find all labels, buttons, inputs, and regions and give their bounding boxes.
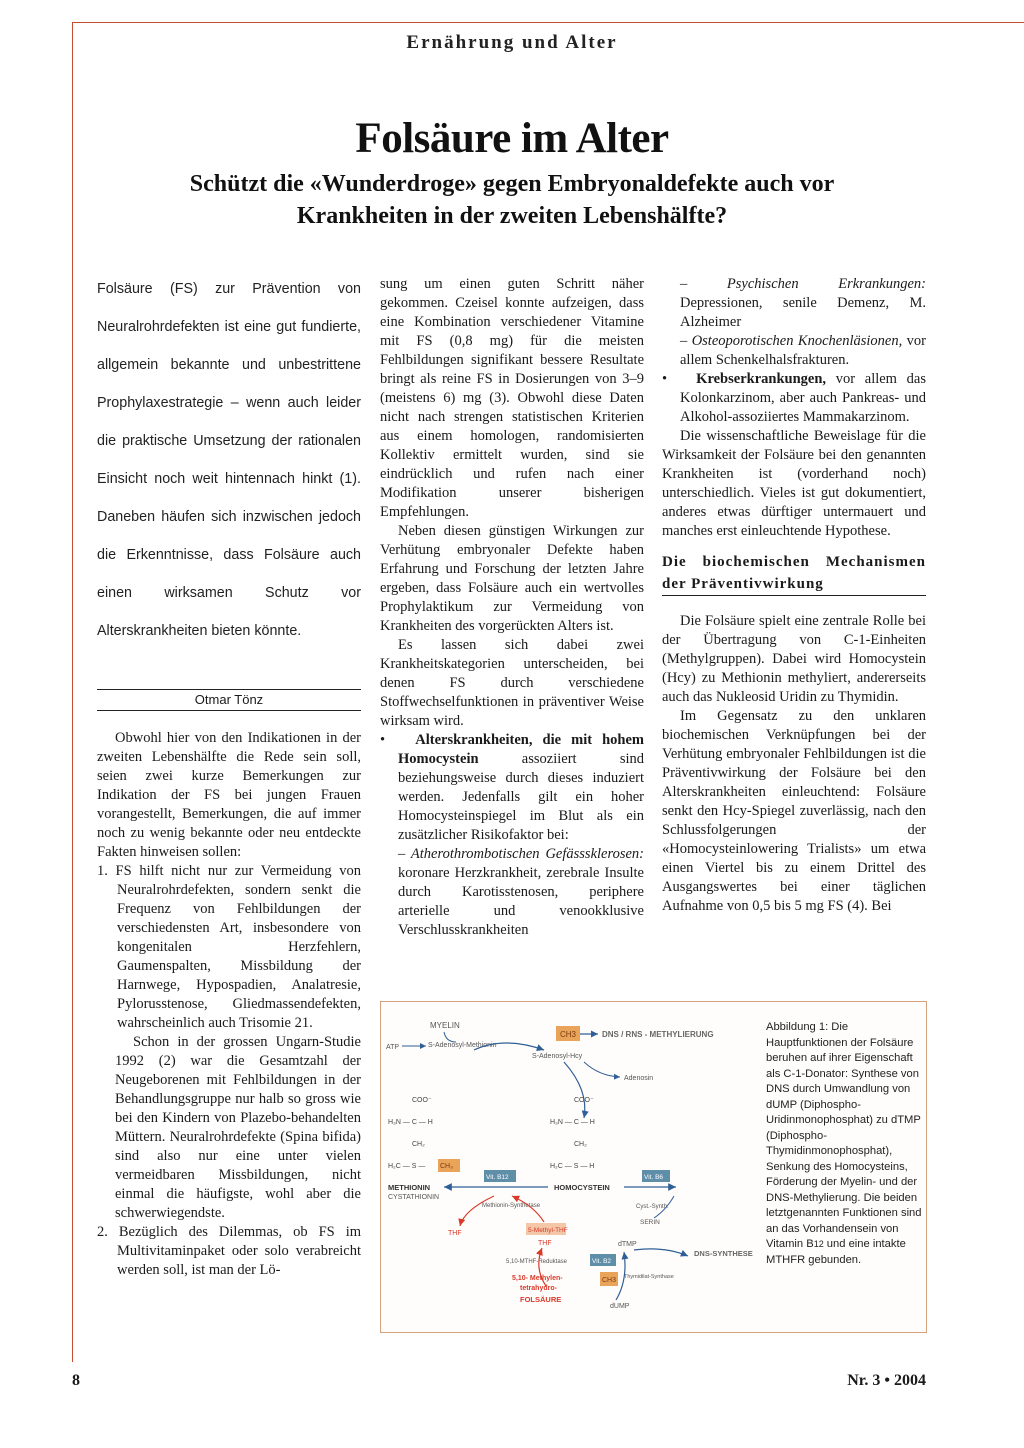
label-cystathionin: CYSTATHIONIN	[388, 1194, 440, 1201]
paragraph: Die Folsäure spielt eine zentrale Rolle bei der Übertragung von C-1-Einheiten (Methylgruppen). Dabei wird Homocystein (Hcy) zu Methionin methyliert, andererseits auch das Nukleosid Uridin zu Thymidin.	[662, 613, 926, 705]
arrow-thf-left	[460, 1196, 494, 1226]
label-vit-b6: Vit. B6	[644, 1174, 664, 1181]
sub-text: koronare Herzkrankheit, zerebrale Insulte durch Karotisstenosen, periphere arterielle und venookklusive Verschlusskrankheiten	[398, 865, 644, 938]
caption-text-end: und eine intakte MTHFR gebunden.	[766, 1238, 906, 1266]
label-ch2-right: CH₂	[574, 1141, 587, 1148]
sub-text: vor allem Schenkelhalsfrakturen.	[680, 333, 926, 368]
bullet-item: • Krebserkrankungen, vor allem das Kolonkarzinom, aber auch Pankreas- und Alkohol-assoziiertes Mammakarzinom.	[662, 371, 926, 425]
label-h3n-right: H₃N — C — H	[550, 1119, 595, 1126]
label-methionin: METHIONIN	[388, 1183, 431, 1192]
label-s-adenosyl-methionin: S-Adenosyl-Methionin	[428, 1042, 497, 1049]
bullet-bold: Alterskrankheiten, die mit hohem Homocystein	[398, 732, 645, 767]
article-lead: Folsäure (FS) zur Prävention von Neuralrohrdefekten ist eine gut fundierte, allgemein bekannte und unbestrittene Prophylaxestrategie – wenn auch leider die praktische Umsetzung der rationalen Einsicht noch weit hintennach hinkt (1). Daneben häufen sich inzwischen jedoch die Erkenntnisse, dass Folsäure auch einen wirksamen Schutz vor Alterskrankheiten bieten könnte.	[97, 281, 361, 639]
label-thf-left: THF	[448, 1230, 462, 1237]
label-h2c-left: H₂C — S —	[388, 1163, 426, 1170]
article-title: Folsäure im Alter	[355, 115, 669, 162]
sub-italic: – Psychischen Erkrankungen:	[680, 276, 926, 292]
figure-caption	[766, 1020, 924, 1268]
sub-item	[662, 332, 926, 370]
label-homocystein: HOMOCYSTEIN	[554, 1183, 610, 1192]
label-ch3-top: CH3	[560, 1030, 577, 1039]
label-folsaeure: FOLSÄURE	[520, 1295, 562, 1304]
paragraph: Im Gegensatz zu den unklaren biochemischen Verknüpfungen bei der Verhütung embryonaler Fehlbildungen ist die Präventivwirkung der Folsäure bei den Alterskrankheiten einleuchtend: Folsäure senkt den Hcy-Spiegel zuverlässig, nach den Schlussfolgerungen der «Homocysteinlowering Trialists» um etwa einen Viertel bis zu einem Drittel des Ausgangswertes bei einer täglichen Aufnahme von 0,5 bis 5 mg FS (4). Bei	[662, 708, 926, 914]
frame-top-rule	[72, 22, 1024, 23]
bullet-text: vor allem das Kolonkarzinom, aber auch Pankreas- und Alkohol-assoziiertes Mammakarzinom.	[680, 371, 926, 425]
label-mthf-reduktase: 5,10-MTHF-Reduktase	[506, 1259, 568, 1265]
arrow-adenosin	[584, 1062, 620, 1077]
issue-number: Nr. 3 • 2004	[847, 1372, 926, 1389]
label-thf-mid: THF	[538, 1240, 552, 1247]
page-number: 8	[72, 1372, 80, 1389]
item-text: Bezüglich des Dilemmas, ob FS im Multivitaminpaket oder solo verabreicht werden soll, ist man der Lö-	[117, 1224, 362, 1278]
arrow-methyl-thf	[512, 1196, 544, 1222]
paragraph: Obwohl hier von den Indikationen in der zweiten Lebenshälfte die Rede sein soll, seien zwei kurze Bemerkungen zur Indikation der FS bei jungen Frauen vorangestellt, Bemerkungen, die auf immer noch zu wenig bekannte oder neu entdeckte Fakten hinweisen sollen:	[97, 730, 361, 860]
arrow-sah-hcy	[564, 1062, 585, 1118]
label-serin: SERIN	[640, 1219, 660, 1226]
metabolism-diagram	[384, 1010, 762, 1328]
label-atp: ATP	[386, 1044, 400, 1051]
numbered-item	[97, 1223, 361, 1280]
label-methylen-2: tetrahydro-	[520, 1285, 557, 1292]
article-subtitle: Schützt die «Wunderdroge» gegen Embryonaldefekte auch vor Krankheiten in der zweiten Lebenshälfte?	[189, 171, 835, 229]
arrow-dtmp-dns	[634, 1249, 688, 1256]
label-dtmp: dTMP	[618, 1241, 637, 1248]
label-dns-synthese: DNS-SYNTHESE	[694, 1249, 753, 1258]
label-thymidilat: Thymidilat-Synthase	[624, 1274, 674, 1280]
paragraph: Es lassen sich dabei zwei Krankheitskategorien unterscheiden, bei denen FS durch verschiedene Stoffwechselfunktionen in präventiver Weise wirksam wird.	[380, 637, 644, 729]
label-cyst-synth: Cyst.-Synth.	[636, 1204, 669, 1210]
label-vit-b2: Vit. B2	[592, 1258, 612, 1265]
paragraph: Die wissenschaftliche Beweislage für die Wirksamkeit der Folsäure bei den genannten Krankheiten ist (vorderhand noch) unterschiedlich. Vieles ist gut dokumentiert, anderes etwas dürftiger untermauert und manches erst einleuchtende Hypothese.	[662, 428, 926, 539]
label-dns-rns: DNS / RNS - METHYLIERUNG	[602, 1030, 714, 1039]
label-ch3-left: CH₃	[440, 1163, 453, 1170]
label-h3n-left: H₃N — C — H	[388, 1119, 433, 1126]
label-vit-b12: Vit. B12	[486, 1174, 509, 1181]
label-s-adenosyl-hcy: S-Adenosyl-Hcy	[532, 1053, 583, 1060]
label-dump: dUMP	[610, 1303, 630, 1310]
paragraph: sung um einen guten Schritt näher gekommen. Czeisel konnte aufzeigen, dass eine Kombination verschiedener Vitamine mit FS (0,8 mg) für die meisten Fehlbildungen signifikant bessere Resultate bringt als reine FS in Dosierungen von 3–9 (meistens 6) mg (3). Obwohl diese Daten nicht nach strengen statistischen Kriterien aus einem homologen, randomisierten Kollektiv ermittelt wurden, sind sie eindrücklich und rufen nach einer Modifikation unserer bisherigen Empfehlungen.	[380, 276, 644, 520]
label-coo-left: COO⁻	[412, 1097, 432, 1104]
section-header: Ernährung und Alter	[406, 32, 618, 53]
label-methionin-synthetase: Methionin-Synthetase	[482, 1203, 541, 1209]
label-methyl-thf: 5-Methyl-THF	[528, 1227, 568, 1234]
sub-text: Depressionen, senile Demenz, M. Alzheimer	[680, 295, 926, 330]
caption-text: Abbildung 1: Die Hauptfunktionen der Folsäure beruhen auf ihrer Eigenschaft als C-1-Donator: Synthese von DNS durch Umwandlung von dUMP (Diphospho-Uridinmonophosphat) zu dTMP (Diphospho-Thymidinmonophosphat), Senkung des Homocysteins, Förderung der Myelin- und der DNS-Methylierung. Die beiden letztgenannten Funktionen sind an das Vorhandensein von Vitamin B	[766, 1021, 922, 1250]
section-heading: Die biochemischen Mechanismen der Präventivwirkung	[662, 551, 926, 596]
sub-italic: – Osteoporotischen Knochenläsionen,	[680, 333, 903, 349]
item-number: 2.	[97, 1224, 108, 1240]
author-name: Otmar Tönz	[97, 689, 361, 711]
column-2	[380, 275, 644, 940]
numbered-item	[97, 862, 361, 1033]
label-coo-right: COO⁻	[574, 1097, 594, 1104]
label-adenosin: Adenosin	[624, 1075, 654, 1082]
caption-subscript: 12	[813, 1239, 824, 1249]
bullet-item: • Alterskrankheiten, die mit hohem Homocystein assoziiert sind beziehungsweise durch dieses induziert werden. Jedenfalls gilt ein hoher Homocysteinspiegel im Blut als ein zusätzlicher Risikofaktor bei:	[380, 732, 645, 843]
item-text: FS hilft nicht nur zur Vermeidung von Neuralrohrdefekten, sondern senkt die Frequenz von Fehlbildungen der verschiedensten Art, insbesondere von kongenitalen Herzfehlern, Gaumenspalten, Missbildung der Harnwege, Hypospadien, Analatresie, Pylorusstenose, Gliedmassendefekten, wahrscheinlich auch Trisomie 21.	[115, 863, 361, 1031]
label-ch3-bottom: CH3	[602, 1277, 617, 1284]
bullet-text: assoziiert sind beziehungsweise durch dieses induziert werden. Jedenfalls gilt ein hoher Homocysteinspiegel im Blut als ein zusätzlicher Risikofaktor bei:	[398, 751, 644, 843]
label-ch2-left: CH₂	[412, 1141, 425, 1148]
label-h2c-right: H₂C — S — H	[550, 1163, 595, 1170]
label-myelin: MYELIN	[430, 1021, 460, 1030]
paragraph: Schon in der grossen Ungarn-Studie 1992 (2) war die Gesamtzahl der Neugeborenen mit Fehlbildungen in der Behandlungsgruppe nur halb so gross wie bei den Kindern von Plazebo-behandelten Müttern. Neuralrohrdefekte (Spina bifida) sind also nur eine unter vielen vermeidbaren Missbildungen, nicht einmal die häufigste, wohl aber die schwerwiegendste.	[115, 1034, 361, 1221]
label-methylen-1: 5,10- Methylen-	[512, 1275, 563, 1282]
paragraph: Neben diesen günstigen Wirkungen zur Verhütung embryonaler Defekte haben Erfahrung und Forschung der letzten Jahre ergeben, dass Folsäure auch ein wertvolles Prophylaktikum zur Vermeidung von Krankheiten des vorgerückten Alters ist.	[380, 523, 644, 634]
arrow-myelin	[444, 1032, 456, 1042]
sub-item	[380, 845, 644, 940]
bullet-bold: Krebserkrankungen,	[696, 371, 827, 387]
frame-left-rule	[72, 22, 73, 1362]
sub-italic: – Atherothrombotischen Gefässsklerosen:	[398, 846, 644, 862]
column-3	[662, 275, 926, 916]
sub-item	[662, 275, 926, 332]
column-1	[97, 729, 361, 1280]
item-number: 1.	[97, 863, 108, 879]
